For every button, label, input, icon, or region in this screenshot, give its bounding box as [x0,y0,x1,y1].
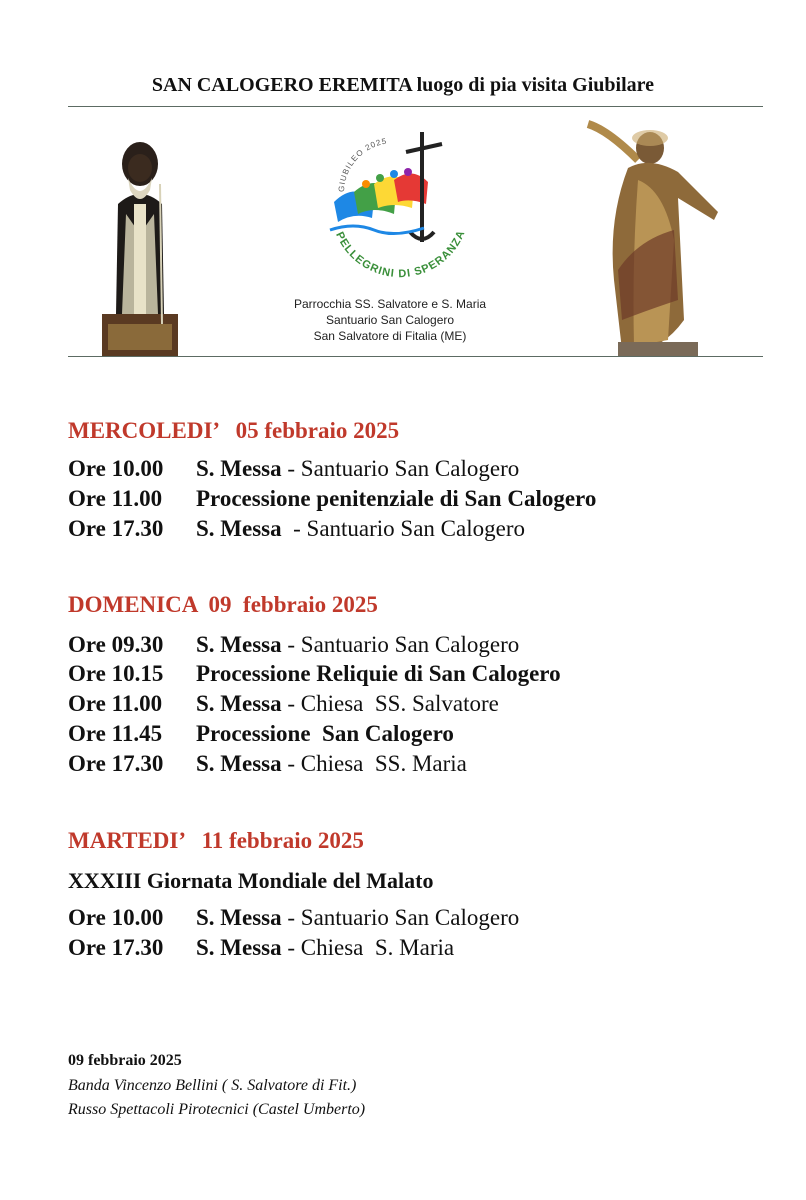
row-time: Ore 10.15 [68,661,164,686]
parish-info [240,296,540,344]
row-location: - Santuario San Calogero [281,905,520,930]
schedule-row [68,721,454,747]
schedule-row [68,516,525,542]
row-time: Ore 17.30 [68,516,164,541]
row-event: S. Messa [196,935,282,960]
row-time: Ore 10.00 [68,905,164,930]
schedule-row [68,691,499,717]
row-location: - Chiesa SS. Maria [281,751,467,776]
san-salvatore-statue-image [578,120,738,356]
row-location: - Santuario San Calogero [281,632,520,657]
schedule-row [68,751,467,777]
schedule-row [68,905,519,931]
schedule-row [68,632,519,658]
schedule-row [68,456,519,482]
row-time: Ore 10.00 [68,456,164,481]
row-event: Processione Reliquie di San Calogero [196,661,561,686]
row-event: S. Messa [196,691,282,716]
parish-line-3: San Salvatore di Fitalia (ME) [313,329,467,343]
row-location: - Chiesa S. Maria [281,935,455,960]
day-heading-sunday: DOMENICA 09 febbraio 2025 [68,592,378,617]
footer-fireworks: Russo Spettacoli Pirotecnici (Castel Umberto) [68,1101,366,1118]
page-title: SAN CALOGERO EREMITA luogo di pia visita Giubilare [151,74,655,96]
parish-line-1: Parrocchia SS. Salvatore e S. Maria [293,297,487,311]
row-event: S. Messa [196,905,282,930]
logo-arc-bottom: PELLEGRINI DI SPERANZA [333,228,468,280]
logo-arc-top: GIUBILEO 2025 [336,136,388,193]
header-divider [68,356,763,357]
day-heading-wednesday: MERCOLEDI’ 05 febbraio 2025 [68,418,400,443]
jubilee-2025-logo [314,122,472,280]
top-divider [68,106,763,107]
row-time: Ore 11.00 [68,486,163,511]
schedule-row [68,486,596,512]
row-time: Ore 17.30 [68,935,164,960]
san-calogero-statue-image [98,124,182,356]
row-time: Ore 09.30 [68,632,164,657]
schedule-row [68,661,561,687]
row-event: S. Messa [196,516,282,541]
row-event: Processione penitenziale di San Calogero [196,486,597,511]
footer-date: 09 febbraio 2025 [68,1052,182,1069]
row-event: S. Messa [196,751,282,776]
row-location: - Santuario San Calogero [281,456,520,481]
row-event: S. Messa [196,632,282,657]
svg-text:PELLEGRINI DI SPERANZA [333,228,468,280]
special-event-title: XXXIII Giornata Mondiale del Malato [68,868,434,893]
row-time: Ore 11.00 [68,691,163,716]
row-location: - Santuario San Calogero [281,516,525,541]
row-event: S. Messa [196,456,282,481]
day-heading-tuesday: MARTEDI’ 11 febbraio 2025 [68,828,364,853]
row-time: Ore 17.30 [68,751,164,776]
parish-line-2: Santuario San Calogero [325,313,455,327]
footer-band: Banda Vincenzo Bellini ( S. Salvatore di Fit.) [68,1077,357,1094]
row-time: Ore 11.45 [68,721,163,746]
schedule-row [68,935,454,961]
row-location: - Chiesa SS. Salvatore [281,691,499,716]
row-event: Processione San Calogero [196,721,454,746]
